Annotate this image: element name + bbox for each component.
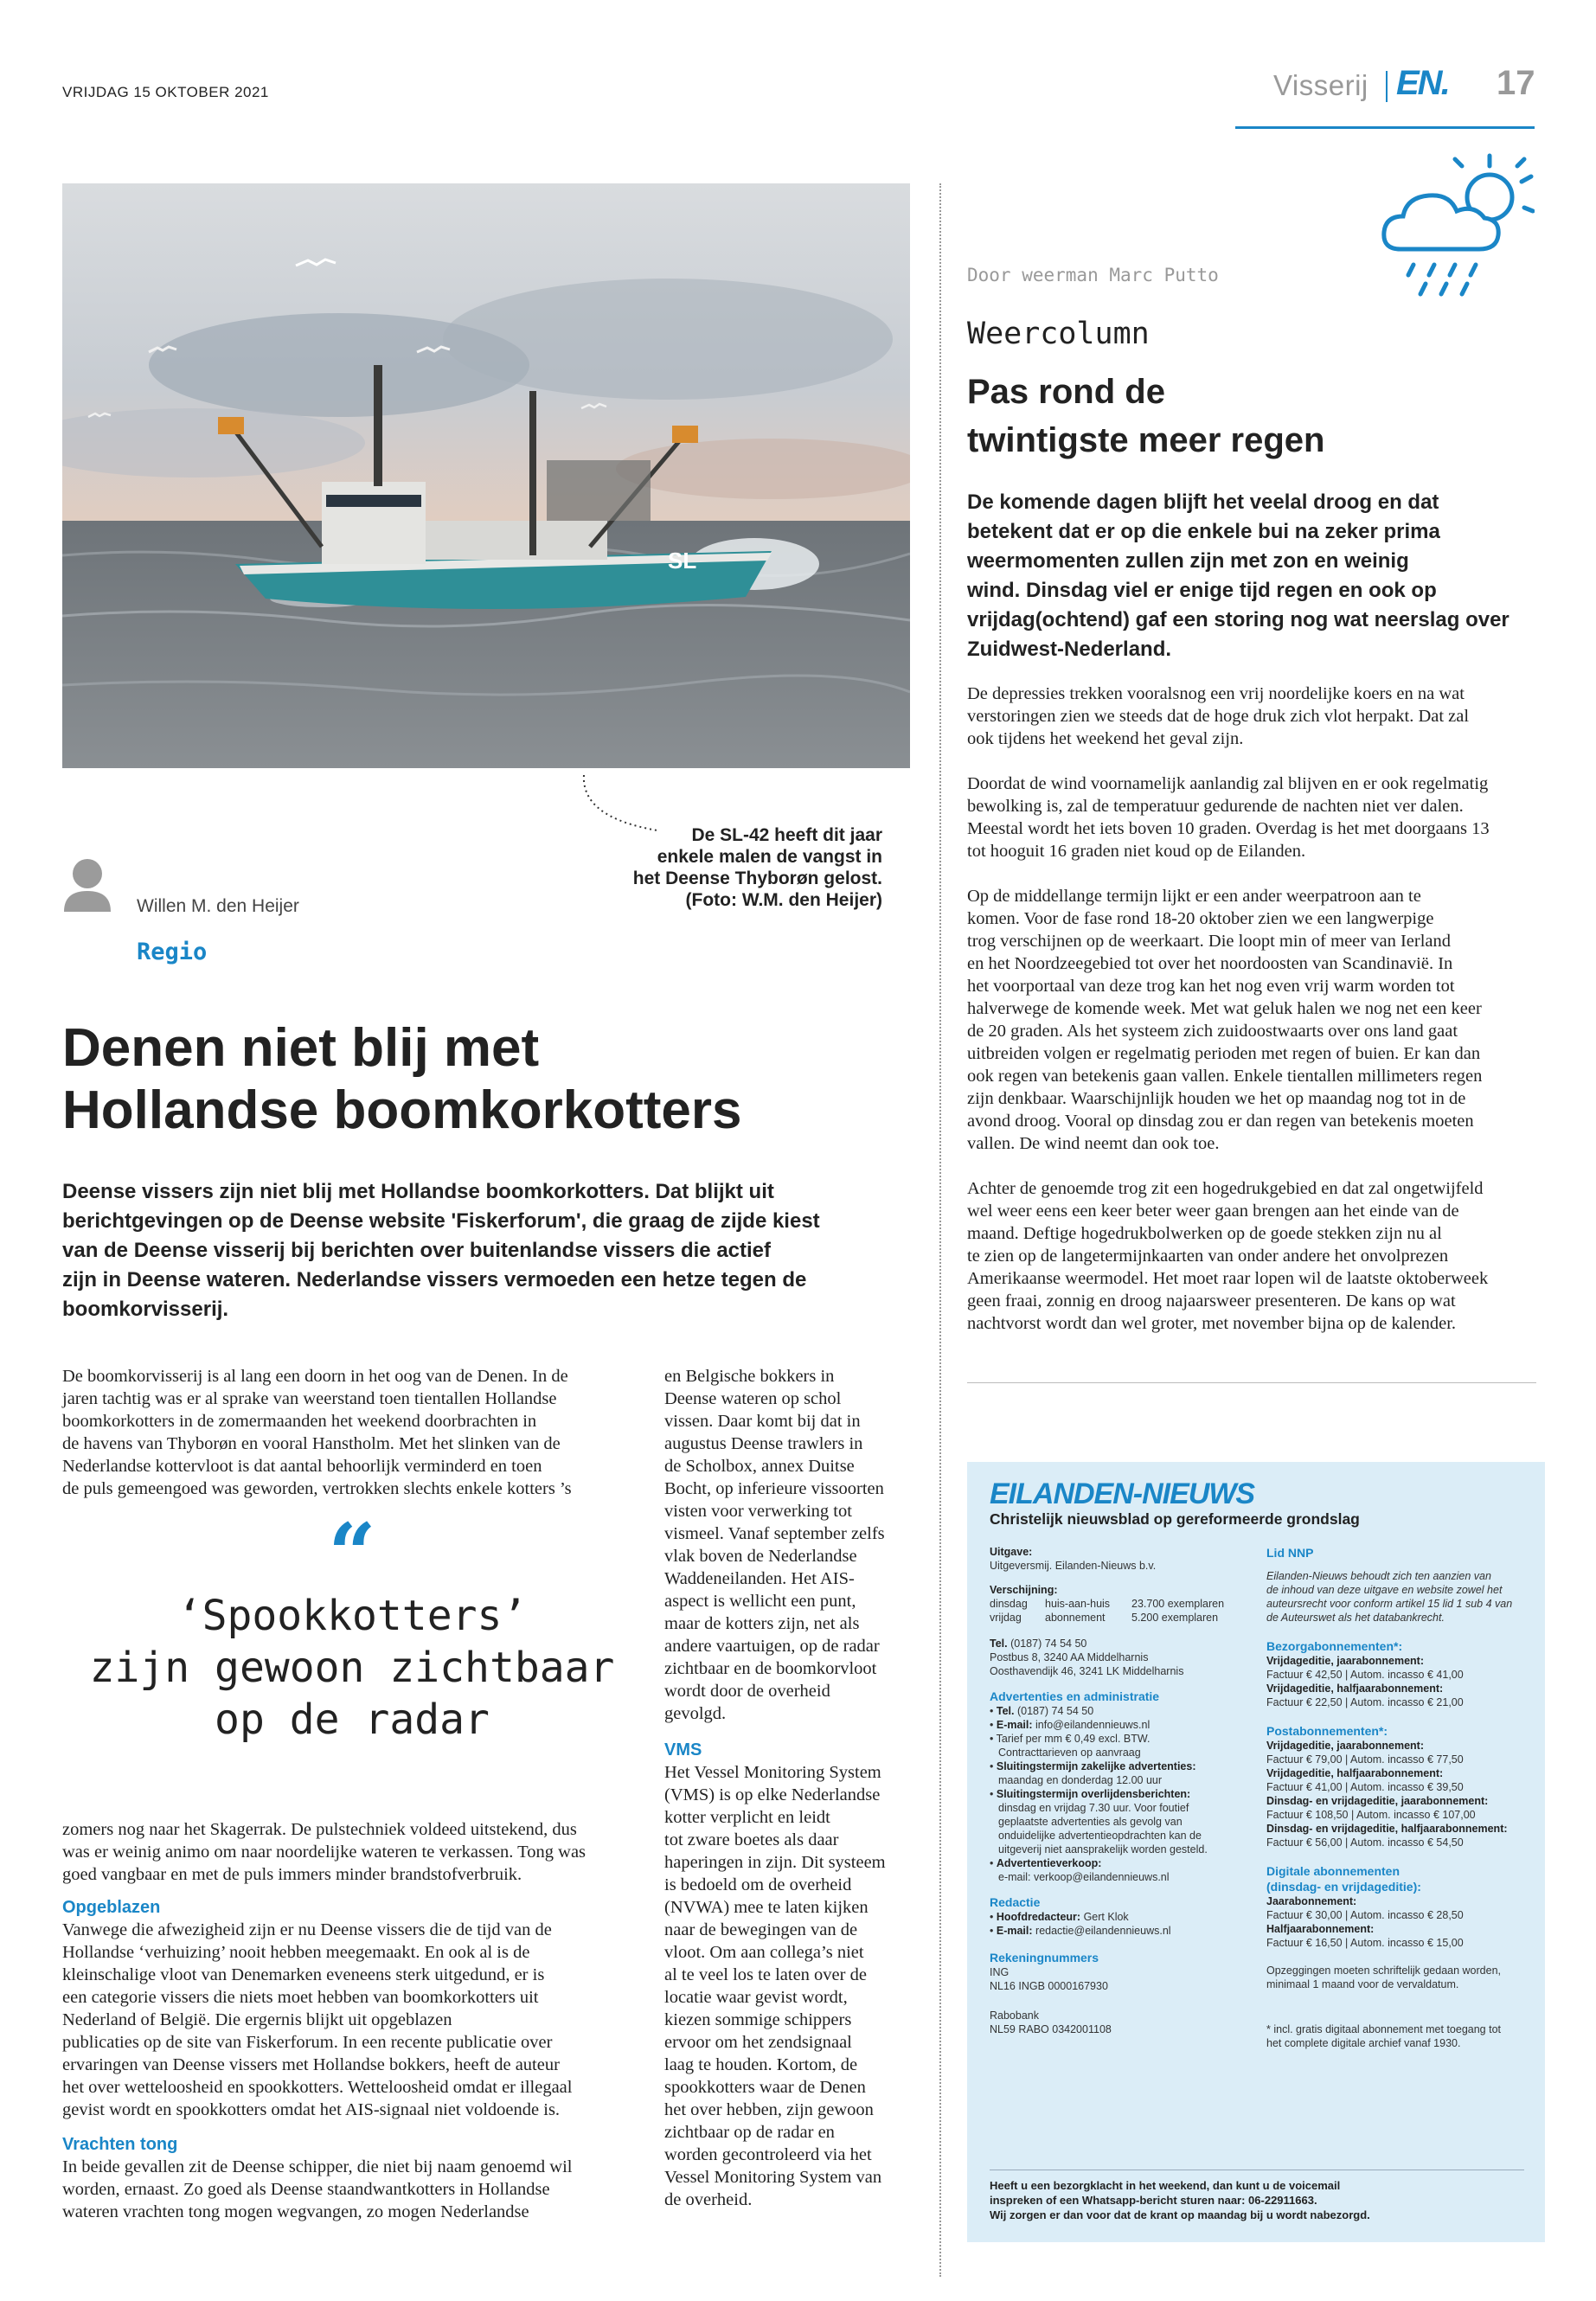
body-line: wel weer eens een keer beter weer gaan brengen aan het einde van de <box>967 1202 1459 1221</box>
verschijning-day: dinsdag <box>990 1598 1028 1610</box>
body-line: boomkorkotters in de zomermaanden het weekend doorbrachten in <box>62 1412 537 1431</box>
headline-line: Pas rond de <box>967 373 1165 411</box>
colofon-right <box>1266 1545 1535 2050</box>
body-line: Vessel Monitoring System van <box>664 2168 882 2187</box>
body-line: vismeel. Vanaf september zelfs <box>664 1524 885 1543</box>
body-line: tot zware boetes als daar <box>664 1830 839 1849</box>
subhead-vms: VMS <box>664 1740 702 1759</box>
body-line: is bedoeld om de overheid <box>664 1875 852 1894</box>
body-line: haperingen in zijn. Dit systeem <box>664 1853 886 1872</box>
tarief-line: Contracttarieven op aanvraag <box>998 1747 1141 1759</box>
body-line: goed vangbaar en met de puls immers minder brandstofverbruik. <box>62 1865 522 1884</box>
verschijning-row <box>990 1597 1266 1611</box>
body-line: en het Noordzeegebied tot over het noordoosten van Scandinavië. In <box>967 954 1453 973</box>
verschijning-row <box>990 1611 1266 1625</box>
body-line: maand. Deftige hogedrukbolwerken op de goede stekken zijn nu al <box>967 1224 1442 1243</box>
lead-line: van de Deense visserij bij berichten over buitenlandse vissers die actief <box>62 1239 772 1262</box>
quote-line: op de radar <box>215 1695 490 1744</box>
body-line: ervoor om het zendsignaal <box>664 2033 852 2052</box>
tel-label: Tel. <box>990 1638 1008 1650</box>
digi-heading: Digitale abonnementen <box>1266 1864 1401 1878</box>
body-col1-bottom <box>62 1818 642 2223</box>
post-label: Vrijdageditie, jaarabonnement: <box>1266 1740 1424 1752</box>
verkoop-email-link[interactable]: e-mail: verkoop@eilandennieuws.nl <box>998 1871 1170 1883</box>
post-label: Dinsdag- en vrijdageditie, halfjaarabonnement: <box>1266 1823 1508 1835</box>
sluit2-line: uitgeverij niet aansprakelijk worden gesteld. <box>998 1843 1208 1856</box>
trawler-image <box>62 183 910 768</box>
body-line: Nederland of België. Die ergernis blijkt uit opgeblazen <box>62 2010 452 2029</box>
rek-bank: ING <box>990 1966 1010 1978</box>
caption-line: (Foto: W.M. den Heijer) <box>685 890 882 910</box>
adv-tel: (0187) 74 54 50 <box>1016 1705 1094 1717</box>
subhead-opgeblazen: Opgeblazen <box>62 1898 161 1917</box>
uitgave-value: Uitgeversmij. Eilanden-Nieuws b.v. <box>990 1560 1157 1572</box>
body-line: een categorie vissers die niets moet hebben van boomkorkotters uit <box>62 1988 539 2007</box>
body-line: bewolking is, zal de temperatuur gedurende de nachten niet ver dalen. <box>967 797 1464 816</box>
lead-line: betekent dat er op die enkele bui na zeker prima <box>967 520 1440 543</box>
body-line: trog verschijnen op de weerkaart. Die loopt min of meer van Ierland <box>967 932 1451 951</box>
colofon-left: Uitgave: Uitgeversmij. Eilanden-Nieuws b.v. Verschijning: dinsdag huis-aan-huis 23.700 exemplaren vrijdag abonnement 5.200 exemplaren Tel. (0187) 74 54 50 Postbus 8, 3240 AA Middelharnis Oosthavendijk 46, 3241 LK Middelharnis Advertenties en administratie • Tel. (0187) 74 54 50 • E-mail: info@eilandennieuws.nl • Tarief per mm € 0,49 excl. BTW. Contracttarieven op aanvraag • Sluitingstermijn zakelijke advertenties: maandag en donderdag 12.00 uur • Sluitingstermijn overlijdensberichten: dinsdag en vrijdag 7.30 uur. Voor foutief geplaatste advertenties als gevolg van onduidelijke advertentieopdrachten kan de uitgeverij niet aansprakelijk worden gesteld. • Advertentieverkoop: e-mail: verkoop@eilandennieuws.nl Redactie • Hoofdredacteur: Gert Klok • E-mail: redactie@eilandennieuws.nl Rekeningnummers ING NL16 INGB 0000167930 Rabobank NL59 RABO 0342001108 <box>990 1545 1266 2036</box>
body-line: Waddeneilanden. Het AIS- <box>664 1569 855 1588</box>
lead-line: zijn in Deense wateren. Nederlandse vissers vermoeden een hetze tegen de <box>62 1268 807 1292</box>
weather-headline <box>967 368 1324 465</box>
body-line: kiezen sommige schippers <box>664 2010 852 2029</box>
body-line: worden, ernaast. Zo goed als Deense staandwantkotters in Hollandse <box>62 2180 550 2199</box>
opzeg-line: minimaal 1 maand voor de vervaldatum. <box>1266 1978 1459 1990</box>
body-line: gevolgd. <box>664 1704 727 1723</box>
body-line: kotter verplicht en leidt <box>664 1808 830 1827</box>
post-value: Factuur € 56,00 | Autom. incasso € 54,50 <box>1266 1836 1464 1849</box>
article-lead <box>62 1177 893 1324</box>
headline-line: twintigste meer regen <box>967 421 1325 459</box>
body-line: In beide gevallen zit de Deense schipper, die niet bij naam genoemd wil <box>62 2157 573 2176</box>
weather-bottom-rule <box>967 1382 1536 1383</box>
body-line: Vanwege die afwezigheid zijn er nu Deense vissers die de tijd van de <box>62 1920 552 1939</box>
post-value: Factuur € 79,00 | Autom. incasso € 77,50 <box>1266 1753 1464 1766</box>
body-line: nachtvorst wordt dan wel groter, met november bijna op de kalender. <box>967 1314 1457 1333</box>
body-line: en Belgische bokkers in <box>664 1367 835 1386</box>
lead-line: boomkorvisserij. <box>62 1298 229 1321</box>
lead-line: vrijdag(ochtend) gaf een storing nog wat neerslag over <box>967 608 1509 631</box>
weather-byline: Door weerman Marc Putto <box>967 265 1219 285</box>
bottom-line: inspreken of een Whatsapp-bericht sturen naar: 06-22911663. <box>990 2194 1317 2207</box>
body-line: te zien op de langetermijnkaarten van onder andere het onvolprezen <box>967 1247 1449 1266</box>
colofon-brand: EILANDEN-NIEUWS <box>990 1477 1255 1510</box>
body-line: maar de kotters zijn, net als <box>664 1614 860 1633</box>
body-line: De boomkorvisserij is al lang een doorn in het oog van de Denen. In de <box>62 1367 568 1386</box>
weather-kicker: Weercolumn <box>967 317 1150 351</box>
nnp-line: Eilanden-Nieuws behoudt zich ten aanzien van <box>1266 1570 1491 1582</box>
body-line: andere vaartuigen, op de radar <box>664 1637 880 1656</box>
body-line: spookkotters waar de Denen <box>664 2078 866 2097</box>
tarief-line: Tarief per mm € 0,49 excl. BTW. <box>996 1733 1151 1745</box>
body-line: komen. Voor de fase rond 18-20 oktober zien we een langwerpige <box>967 909 1434 928</box>
adv-tel-label: Tel. <box>996 1705 1015 1717</box>
body-line: vissen. Daar komt bij dat in <box>664 1412 861 1431</box>
bezorg-value: Factuur € 42,50 | Autom. incasso € 41,00 <box>1266 1669 1464 1681</box>
rek-heading: Rekeningnummers <box>990 1951 1099 1965</box>
body-line: Het Vessel Monitoring System <box>664 1763 881 1782</box>
body-line: tot hooguit 16 graden niet koud op de Eilanden. <box>967 842 1306 861</box>
redactie-heading: Redactie <box>990 1895 1041 1909</box>
body-line: publicaties op de site van Fiskerforum. In een recente publicatie over <box>62 2033 553 2052</box>
body-col2 <box>664 1365 915 2211</box>
body-line: laag te houden. Kortom, de <box>664 2055 858 2074</box>
column-divider <box>939 183 941 2277</box>
body-line: ook tijdens het weekend het geval zijn. <box>967 729 1244 748</box>
weather-body <box>967 683 1555 1335</box>
bezorg-label: Vrijdageditie, halfjaarabonnement: <box>1266 1682 1444 1695</box>
post-value: Factuur € 41,00 | Autom. incasso € 39,50 <box>1266 1781 1464 1793</box>
lead-line: Zuidwest-Nederland. <box>967 638 1172 661</box>
body-line: Op de middellange termijn lijkt er een ander weerpatroon aan te <box>967 887 1421 906</box>
body-line: Achter de genoemde trog zit een hogedrukgebied en dat zal ongetwijfeld <box>967 1179 1484 1198</box>
uitgave-label: Uitgave: <box>990 1546 1033 1558</box>
nnp-line: auteursrecht voor conform artikel 15 lid 1 sub 4 van <box>1266 1598 1513 1610</box>
body-line: het voorportaal van deze trog kan het nog even vrij warm worden tot <box>967 977 1455 996</box>
digi-heading: (dinsdag- en vrijdageditie): <box>1266 1880 1421 1894</box>
sluit2-line: geplaatste advertenties als gevolg van <box>998 1816 1183 1828</box>
rek-number: NL16 INGB 0000167930 <box>990 1980 1108 1992</box>
header-rule <box>1235 126 1535 129</box>
body-line: al te veel los te laten over de <box>664 1965 867 1984</box>
article-headline <box>62 1017 741 1142</box>
footnote-line: het complete digitale archief vanaf 1930. <box>1266 2037 1461 2049</box>
caption-line: het Deense Thyborøn gelost. <box>632 868 882 888</box>
headline-line: Denen niet blij met <box>62 1018 540 1078</box>
sluit2-label: Sluitingstermijn overlijdensberichten: <box>996 1788 1191 1800</box>
body-line: wordt door de overheid <box>664 1682 830 1701</box>
body-line: verstoringen zien we steeds dat de hoge druk zich vlot herpakt. Dat zal <box>967 707 1470 726</box>
body-line: ook regen van betekenis gaan vallen. Enkele tientallen millimeters regen <box>967 1067 1483 1086</box>
rek-bank: Rabobank <box>990 2009 1039 2022</box>
body-line: Meestal wordt het iets boven 10 graden. Overdag is het met doorgaans 13 <box>967 819 1490 838</box>
body-line: zichtbaar en de boomkorvloot <box>664 1659 877 1678</box>
body-line: het over hebben, zijn gewoon <box>664 2100 874 2119</box>
digi-label: Jaarabonnement: <box>1266 1895 1357 1907</box>
adv-heading: Advertenties en administratie <box>990 1689 1160 1703</box>
body-line: naar de bewegingen van de <box>664 1920 858 1939</box>
body-line: gevist wordt en spookkotters omdat het AIS-signaal niet voldoende is. <box>62 2100 561 2119</box>
verschijning-type: abonnement <box>1045 1612 1106 1624</box>
digi-label: Halfjaarabonnement: <box>1266 1923 1375 1935</box>
page-number: 17 <box>1497 64 1535 102</box>
rek-number: NL59 RABO 0342001108 <box>990 2023 1112 2035</box>
verschijning-label: Verschijning: <box>990 1584 1058 1596</box>
body-line: Nederlandse kottervloot is dat aantal behoorlijk verminderd en toen <box>62 1457 542 1476</box>
body-line: (VMS) is op elke Nederlandse <box>664 1785 881 1804</box>
digi-value: Factuur € 16,50 | Autom. incasso € 15,00 <box>1266 1937 1464 1949</box>
bezorg-value: Factuur € 22,50 | Autom. incasso € 21,00 <box>1266 1696 1464 1708</box>
body-line: Amerikaanse weermodel. Het moet raar lopen wil de laatste oktoberweek <box>967 1269 1489 1288</box>
footnote-line: * incl. gratis digitaal abonnement met toegang tot <box>1266 2023 1502 2035</box>
opzeg-line: Opzeggingen moeten schriftelijk gedaan worden, <box>1266 1965 1502 1977</box>
bezorg-label: Vrijdageditie, jaarabonnement: <box>1266 1655 1424 1667</box>
verkoop-label: Advertentieverkoop: <box>996 1857 1102 1869</box>
body-line: het over wetteloosheid en spookkotters. Wetteloosheid omdat er illegaal <box>62 2078 573 2097</box>
red-email-link[interactable]: redactie@eilandennieuws.nl <box>1035 1925 1171 1937</box>
quote-line: ‘Spookkotters’ <box>176 1592 528 1640</box>
body-line: (NVWA) mee te laten kijken <box>664 1898 869 1917</box>
caption-line: enkele malen de vangst in <box>657 847 882 867</box>
body-line: de havens van Thyborøn en vooral Hanstholm. Met het slinken van de <box>62 1434 561 1453</box>
sluit1-label: Sluitingstermijn zakelijke advertenties: <box>996 1760 1196 1772</box>
nnp-heading: Lid NNP <box>1266 1546 1314 1560</box>
body-line: De depressies trekken vooralsnog een vrij noordelijke koers en na wat <box>967 684 1465 703</box>
hoofdred-value: Gert Klok <box>1083 1911 1129 1923</box>
weather-lead <box>967 488 1547 664</box>
post-label: Dinsdag- en vrijdageditie, jaarabonnement: <box>1266 1795 1489 1807</box>
logo-en: EN. <box>1396 64 1449 102</box>
pull-quote <box>62 1505 642 1746</box>
body-line: de puls gemeengoed was geworden, vertrokken slechts enkele kotters ’s <box>62 1479 572 1498</box>
colofon-tagline: Christelijk nieuwsblad op gereformeerde grondslag <box>990 1510 1360 1528</box>
hoofdred-label: Hoofdredacteur: <box>996 1911 1081 1923</box>
digi-value: Factuur € 30,00 | Autom. incasso € 28,50 <box>1266 1909 1464 1921</box>
body-line: Bocht, op inferieure vissoorten <box>664 1479 884 1498</box>
body-line: Doordat de wind voornamelijk aanlandig zal blijven en er ook regelmatig <box>967 774 1489 793</box>
address-line: Postbus 8, 3240 AA Middelharnis <box>990 1651 1149 1663</box>
post-heading: Postabonnementen*: <box>1266 1724 1388 1738</box>
bottom-line: Wij zorgen er dan voor dat de krant op maandag bij u wordt nabezorgd. <box>990 2208 1370 2221</box>
address-line: Oosthavendijk 46, 3241 LK Middelharnis <box>990 1665 1184 1677</box>
nnp-line: de inhoud van deze uitgave en website zowel het <box>1266 1584 1503 1596</box>
lead-line: weermomenten zullen zijn met zon en weinig <box>967 549 1409 573</box>
body-line: zichtbaar op de radar en <box>664 2123 835 2142</box>
body-line: kleinschalige vloot van Denemarken eveneens sterk uitgedund, er is <box>62 1965 545 1984</box>
hull-number: SL <box>668 548 697 574</box>
colofon-bottom <box>990 2178 1535 2222</box>
verschijning-count: 5.200 exemplaren <box>1131 1612 1219 1624</box>
body-line: worden gecontroleerd via het <box>664 2145 872 2164</box>
post-label: Vrijdageditie, halfjaarabonnement: <box>1266 1767 1444 1779</box>
colofon-box <box>967 1462 1545 2242</box>
body-line: jaren tachtig was er al sprake van weerstand toen tientallen Hollandse <box>62 1389 557 1408</box>
body-line: de overheid. <box>664 2190 753 2209</box>
body-line: halverwege de komende week. Met wat geluk halen we nog net een keer <box>967 999 1482 1018</box>
tel-value: (0187) 74 54 50 <box>1010 1638 1087 1650</box>
author-avatar-icon <box>62 858 112 912</box>
body-line: augustus Deense trawlers in <box>664 1434 863 1453</box>
body-line: de 20 graden. Als het systeem zich zuidoostwaarts over ons land gaat <box>967 1022 1458 1041</box>
header-divider <box>1386 71 1388 102</box>
verschijning-type: huis-aan-huis <box>1045 1598 1111 1610</box>
subhead-vrachten-tong: Vrachten tong <box>62 2135 178 2154</box>
issue-date: VRIJDAG 15 OKTOBER 2021 <box>62 84 269 100</box>
body-col1-top <box>62 1365 642 1500</box>
post-value: Factuur € 108,50 | Autom. incasso € 107,00 <box>1266 1809 1476 1821</box>
verschijning-count: 23.700 exemplaren <box>1131 1598 1225 1610</box>
category-label[interactable]: Regio <box>137 939 208 965</box>
section-label: Visserij <box>1273 69 1368 101</box>
lead-line: De komende dagen blijft het veelal droog en dat <box>967 490 1439 514</box>
nnp-line: de Auteurswet als het databankrecht. <box>1266 1612 1445 1624</box>
verschijning-day: vrijdag <box>990 1612 1022 1624</box>
adv-email-link[interactable]: info@eilandennieuws.nl <box>1035 1719 1151 1731</box>
sluit1-value: maandag en donderdag 12.00 uur <box>998 1774 1163 1786</box>
headline-line: Hollandse boomkorkotters <box>62 1080 742 1140</box>
body-line: zomers nog naar het Skagerrak. De pulstechniek voldeed uitstekend, dus <box>62 1820 577 1839</box>
lead-line: wind. Dinsdag viel er enige tijd regen en ook op <box>967 579 1437 602</box>
photo-caption <box>554 824 882 911</box>
body-line: avond droog. Vooral op dinsdag zou er dan regen van betekenis moeten <box>967 1112 1474 1131</box>
body-line: vlak boven de Nederlandse <box>664 1547 857 1566</box>
body-line: vloot. Om aan collega’s niet <box>664 1943 864 1962</box>
red-email-label: E-mail: <box>996 1925 1033 1937</box>
sluit2-line: dinsdag en vrijdag 7.30 uur. Voor foutief <box>998 1802 1189 1814</box>
body-line: vallen. De wind neemt dan ook toe. <box>967 1134 1220 1153</box>
body-line: uitbreiden volgen er regelmatig perioden met regen of buien. Er kan dan <box>967 1044 1481 1063</box>
quote-line: zijn gewoon zichtbaar <box>89 1644 615 1692</box>
body-line: was er weinig animo om naar noordelijke wateren te verkassen. Tong was <box>62 1843 586 1862</box>
bottom-line: Heeft u een bezorgklacht in het weekend, dan kunt u de voicemail <box>990 2179 1341 2192</box>
quote-mark-icon: “ <box>328 1505 376 1603</box>
body-line: geen fraai, zonnig en droog najaarsweer presenteren. De kans op wat <box>967 1292 1456 1311</box>
weather-cloud-rain-icon <box>1379 147 1535 298</box>
body-line: aspect is wellicht een punt, <box>664 1592 856 1611</box>
body-line: Hollandse ‘verhuizing’ nooit hebben meegemaakt. En ook al is de <box>62 1943 530 1962</box>
adv-email-label: E-mail: <box>996 1719 1033 1731</box>
body-line: de Scholbox, annex Duitse <box>664 1457 855 1476</box>
bezorg-heading: Bezorgabonnementen*: <box>1266 1639 1403 1653</box>
boat-photo <box>62 183 910 768</box>
author-name: Willen M. den Heijer <box>137 896 299 916</box>
body-line: Deense wateren op schol <box>664 1389 842 1408</box>
lead-line: Deense vissers zijn niet blij met Hollandse boomkorkotters. Dat blijkt uit <box>62 1180 774 1203</box>
lead-line: berichtgevingen op de Deense website 'Fiskerforum', die graag de zijde kiest <box>62 1209 820 1233</box>
sluit2-line: onduidelijke advertentieopdrachten kan de <box>998 1830 1202 1842</box>
caption-line: De SL-42 heeft dit jaar <box>691 825 882 845</box>
body-line: visten voor verwerking tot <box>664 1502 852 1521</box>
body-line: wateren vrachten tong mogen wegvangen, zo mogen Nederlandse <box>62 2202 529 2221</box>
body-line: zijn denkbaar. Waarschijnlijk houden we het op maandag nog tot in de <box>967 1089 1466 1108</box>
body-line: locatie waar gevist wordt, <box>664 1988 848 2007</box>
body-line: ervaringen van Deense vissers met Hollandse bokkers, heeft de auteur <box>62 2055 560 2074</box>
